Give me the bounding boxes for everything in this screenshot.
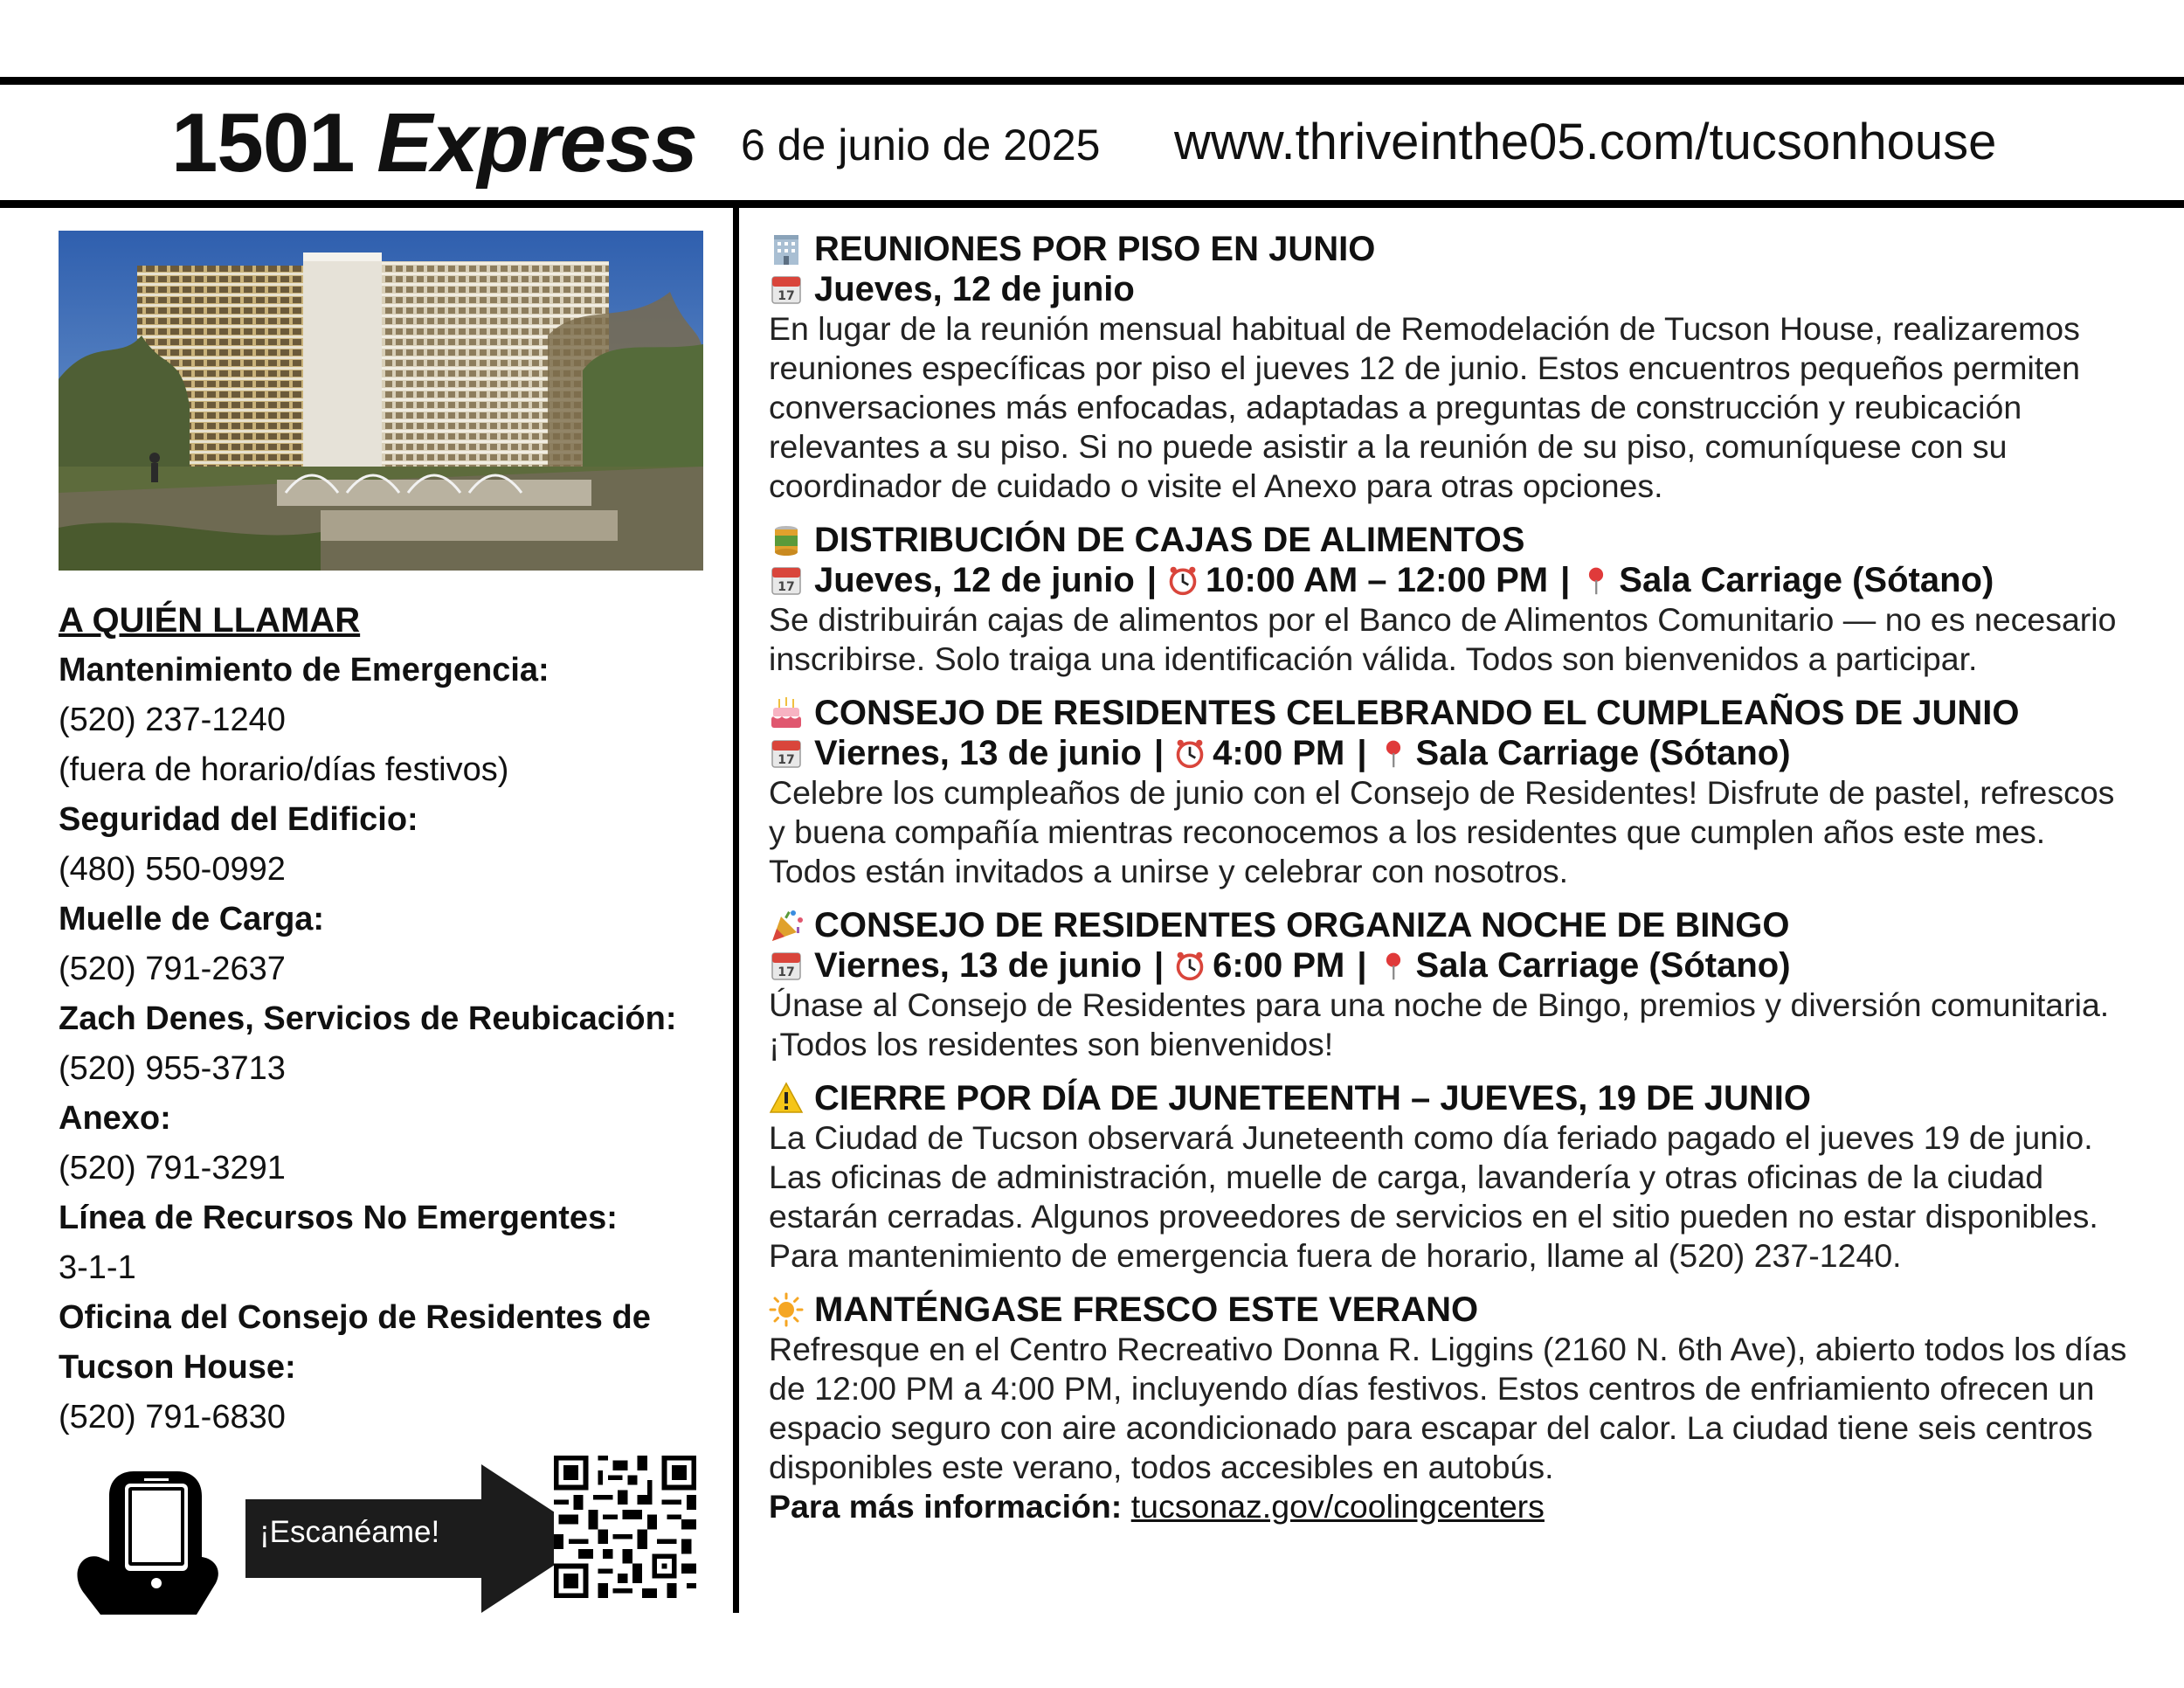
event-time: 10:00 AM – 12:00 PM xyxy=(1206,561,1549,599)
event-title-row xyxy=(769,229,2132,269)
event-date: Viernes, 13 de junio xyxy=(814,946,1142,985)
hand-phone-icon xyxy=(74,1461,227,1615)
event-date: Jueves, 12 de junio xyxy=(814,270,1135,308)
office-building-icon xyxy=(769,232,804,266)
scan-qr-row xyxy=(74,1456,712,1622)
event-meta-row xyxy=(769,945,2132,986)
canned-food-icon xyxy=(769,522,804,557)
location-pin-icon xyxy=(1378,949,1409,982)
event-item xyxy=(769,905,2132,1064)
alarm-clock-icon xyxy=(1174,737,1206,770)
event-title-row xyxy=(769,693,2132,733)
event-item xyxy=(769,1078,2132,1276)
calendar-icon xyxy=(769,948,804,983)
contacts-heading: A QUIÉN LLAMAR xyxy=(59,601,361,640)
contact-label: Oficina del Consejo de Residentes de Tucson House: xyxy=(59,1299,651,1386)
event-location: Sala Carriage (Sótano) xyxy=(1415,946,1791,985)
warning-icon xyxy=(769,1081,804,1116)
calendar-icon xyxy=(769,736,804,771)
event-meta-row xyxy=(769,269,2132,309)
party-popper-icon xyxy=(769,908,804,943)
more-info-label: Para más información: xyxy=(769,1488,1123,1525)
contact-label: Mantenimiento de Emergencia: xyxy=(59,652,549,688)
tucson-house-photo xyxy=(59,231,703,571)
contact-phone[interactable]: (520) 955-3713 xyxy=(59,1050,286,1087)
newsletter-title: 1501 Express xyxy=(171,96,697,190)
event-title-row xyxy=(769,1290,2132,1330)
masthead xyxy=(0,85,2184,200)
event-location: Sala Carriage (Sótano) xyxy=(1619,561,1994,599)
contact-label: Línea de Recursos No Emergentes: xyxy=(59,1200,618,1236)
event-title-row xyxy=(769,520,2132,560)
contact-label: Zach Denes, Servicios de Reubicación: xyxy=(59,1000,677,1037)
event-title: MANTÉNGASE FRESCO ESTE VERANO xyxy=(814,1290,1479,1329)
event-body: Se distribuirán cajas de alimentos por el Banco de Alimentos Comunitario — no es necesario inscribirse. Solo traiga una identificación válida. Todos son bienvenidos a participar. xyxy=(769,601,2117,677)
event-title: CONSEJO DE RESIDENTES CELEBRANDO EL CUMPLEAÑOS DE JUNIO xyxy=(814,694,2020,732)
separator: | xyxy=(1357,734,1367,772)
event-body: En lugar de la reunión mensual habitual de Remodelación de Tucson House, realizaremos reuniones específicas por piso el jueves 12 de junio. Estos encuentros pequeños permiten conversaciones más enfocadas, adaptadas a preguntas de construcción y reubicación relevantes a su piso. Si no puede asistir a la reunión de su piso, comuníquese con su coordinador de cuidado o visite el Anexo para otras opciones. xyxy=(769,310,2080,504)
event-body: Refresque en el Centro Recreativo Donna R. Liggins (2160 N. 6th Ave), abierto todos los días de 12:00 PM a 4:00 PM, incluyendo días festivos. Estos centros de enfriamiento ofrecen un espacio seguro con aire acondicionado para escapar del calor. La ciudad tiene seis centros disponibles este verano, todos accesibles en autobús. xyxy=(769,1331,2127,1485)
birthday-cake-icon xyxy=(769,695,804,730)
alarm-clock-icon xyxy=(1167,564,1199,597)
event-time: 6:00 PM xyxy=(1213,946,1345,985)
alarm-clock-icon xyxy=(1174,949,1206,982)
event-body: La Ciudad de Tucson observará Juneteenth como día feriado pagado el jueves 19 de junio. Las oficinas de administración, muelle de carga, lavandería y otras oficinas de la ciudad estarán cerradas. Algunos proveedores de servicios en el sitio pueden no estar disponibles. Para mantenimiento de emergencia fuera de horario, llame al (520) 237-1240. xyxy=(769,1119,2098,1274)
contact-label: Muelle de Carga: xyxy=(59,901,325,937)
contact-note: (fuera de horario/días festivos) xyxy=(59,751,509,788)
event-title: DISTRIBUCIÓN DE CAJAS DE ALIMENTOS xyxy=(814,521,1525,559)
svg-text:17: 17 xyxy=(778,289,795,303)
separator: | xyxy=(1560,561,1571,599)
masthead-bottom-rule xyxy=(0,200,2184,208)
separator: | xyxy=(1153,734,1165,772)
event-date: Viernes, 13 de junio xyxy=(814,734,1142,772)
more-info-row xyxy=(769,1487,2132,1526)
event-time: 4:00 PM xyxy=(1213,734,1345,772)
contacts-section xyxy=(59,601,722,1442)
cooling-centers-link[interactable]: tucsonaz.gov/coolingcenters xyxy=(1130,1488,1545,1525)
contact-label: Anexo: xyxy=(59,1100,171,1137)
contact-phone[interactable]: (520) 237-1240 xyxy=(59,702,286,738)
contact-phone[interactable]: (520) 791-6830 xyxy=(59,1399,286,1435)
event-meta-row xyxy=(769,733,2132,773)
building-garden-illustration xyxy=(59,231,703,571)
svg-text:17: 17 xyxy=(778,753,795,767)
event-item xyxy=(769,693,2132,891)
contact-phone[interactable]: (480) 550-0992 xyxy=(59,851,286,888)
event-location: Sala Carriage (Sótano) xyxy=(1415,734,1791,772)
scan-me-label: ¡Escanéame! xyxy=(259,1515,440,1549)
website-url[interactable]: www.thriveinthe05.com/tucsonhouse xyxy=(1174,114,1997,170)
event-title: CIERRE POR DÍA DE JUNETEENTH – JUEVES, 19 DE JUNIO xyxy=(814,1079,1812,1117)
separator: | xyxy=(1357,946,1367,985)
event-item xyxy=(769,229,2132,506)
top-rule xyxy=(0,77,2184,85)
separator: | xyxy=(1153,946,1165,985)
location-pin-icon xyxy=(1580,564,1612,597)
event-title: CONSEJO DE RESIDENTES ORGANIZA NOCHE DE BINGO xyxy=(814,906,1790,944)
contact-label: Seguridad del Edificio: xyxy=(59,801,418,838)
event-title: REUNIONES POR PISO EN JUNIO xyxy=(814,230,1376,268)
event-title-row xyxy=(769,1078,2132,1118)
separator: | xyxy=(1146,561,1158,599)
contact-phone[interactable]: (520) 791-3291 xyxy=(59,1150,286,1186)
event-meta-row xyxy=(769,560,2132,600)
contact-phone[interactable]: (520) 791-2637 xyxy=(59,951,286,987)
events-column xyxy=(769,229,2132,1540)
svg-text:17: 17 xyxy=(778,580,795,594)
event-item xyxy=(769,520,2132,679)
qr-code-icon[interactable] xyxy=(554,1456,696,1598)
issue-date: 6 de junio de 2025 xyxy=(741,121,1101,169)
event-title-row xyxy=(769,905,2132,945)
location-pin-icon xyxy=(1378,737,1409,770)
event-date: Jueves, 12 de junio xyxy=(814,561,1135,599)
event-body: Celebre los cumpleaños de junio con el Consejo de Residentes! Disfrute de pastel, refrescos y buena compañía mientras reconocemos a los residentes que cumplen años este mes. Todos están invitados a unirse y celebrar con nosotros. xyxy=(769,774,2115,889)
sun-icon xyxy=(769,1292,804,1327)
calendar-icon xyxy=(769,272,804,307)
event-item xyxy=(769,1290,2132,1526)
svg-text:17: 17 xyxy=(778,965,795,979)
column-divider xyxy=(733,208,739,1613)
event-body: Únase al Consejo de Residentes para una noche de Bingo, premios y diversión comunitaria. ¡Todos los residentes son bienvenidos! xyxy=(769,986,2110,1062)
contact-phone[interactable]: 3-1-1 xyxy=(59,1249,136,1286)
calendar-icon xyxy=(769,563,804,598)
